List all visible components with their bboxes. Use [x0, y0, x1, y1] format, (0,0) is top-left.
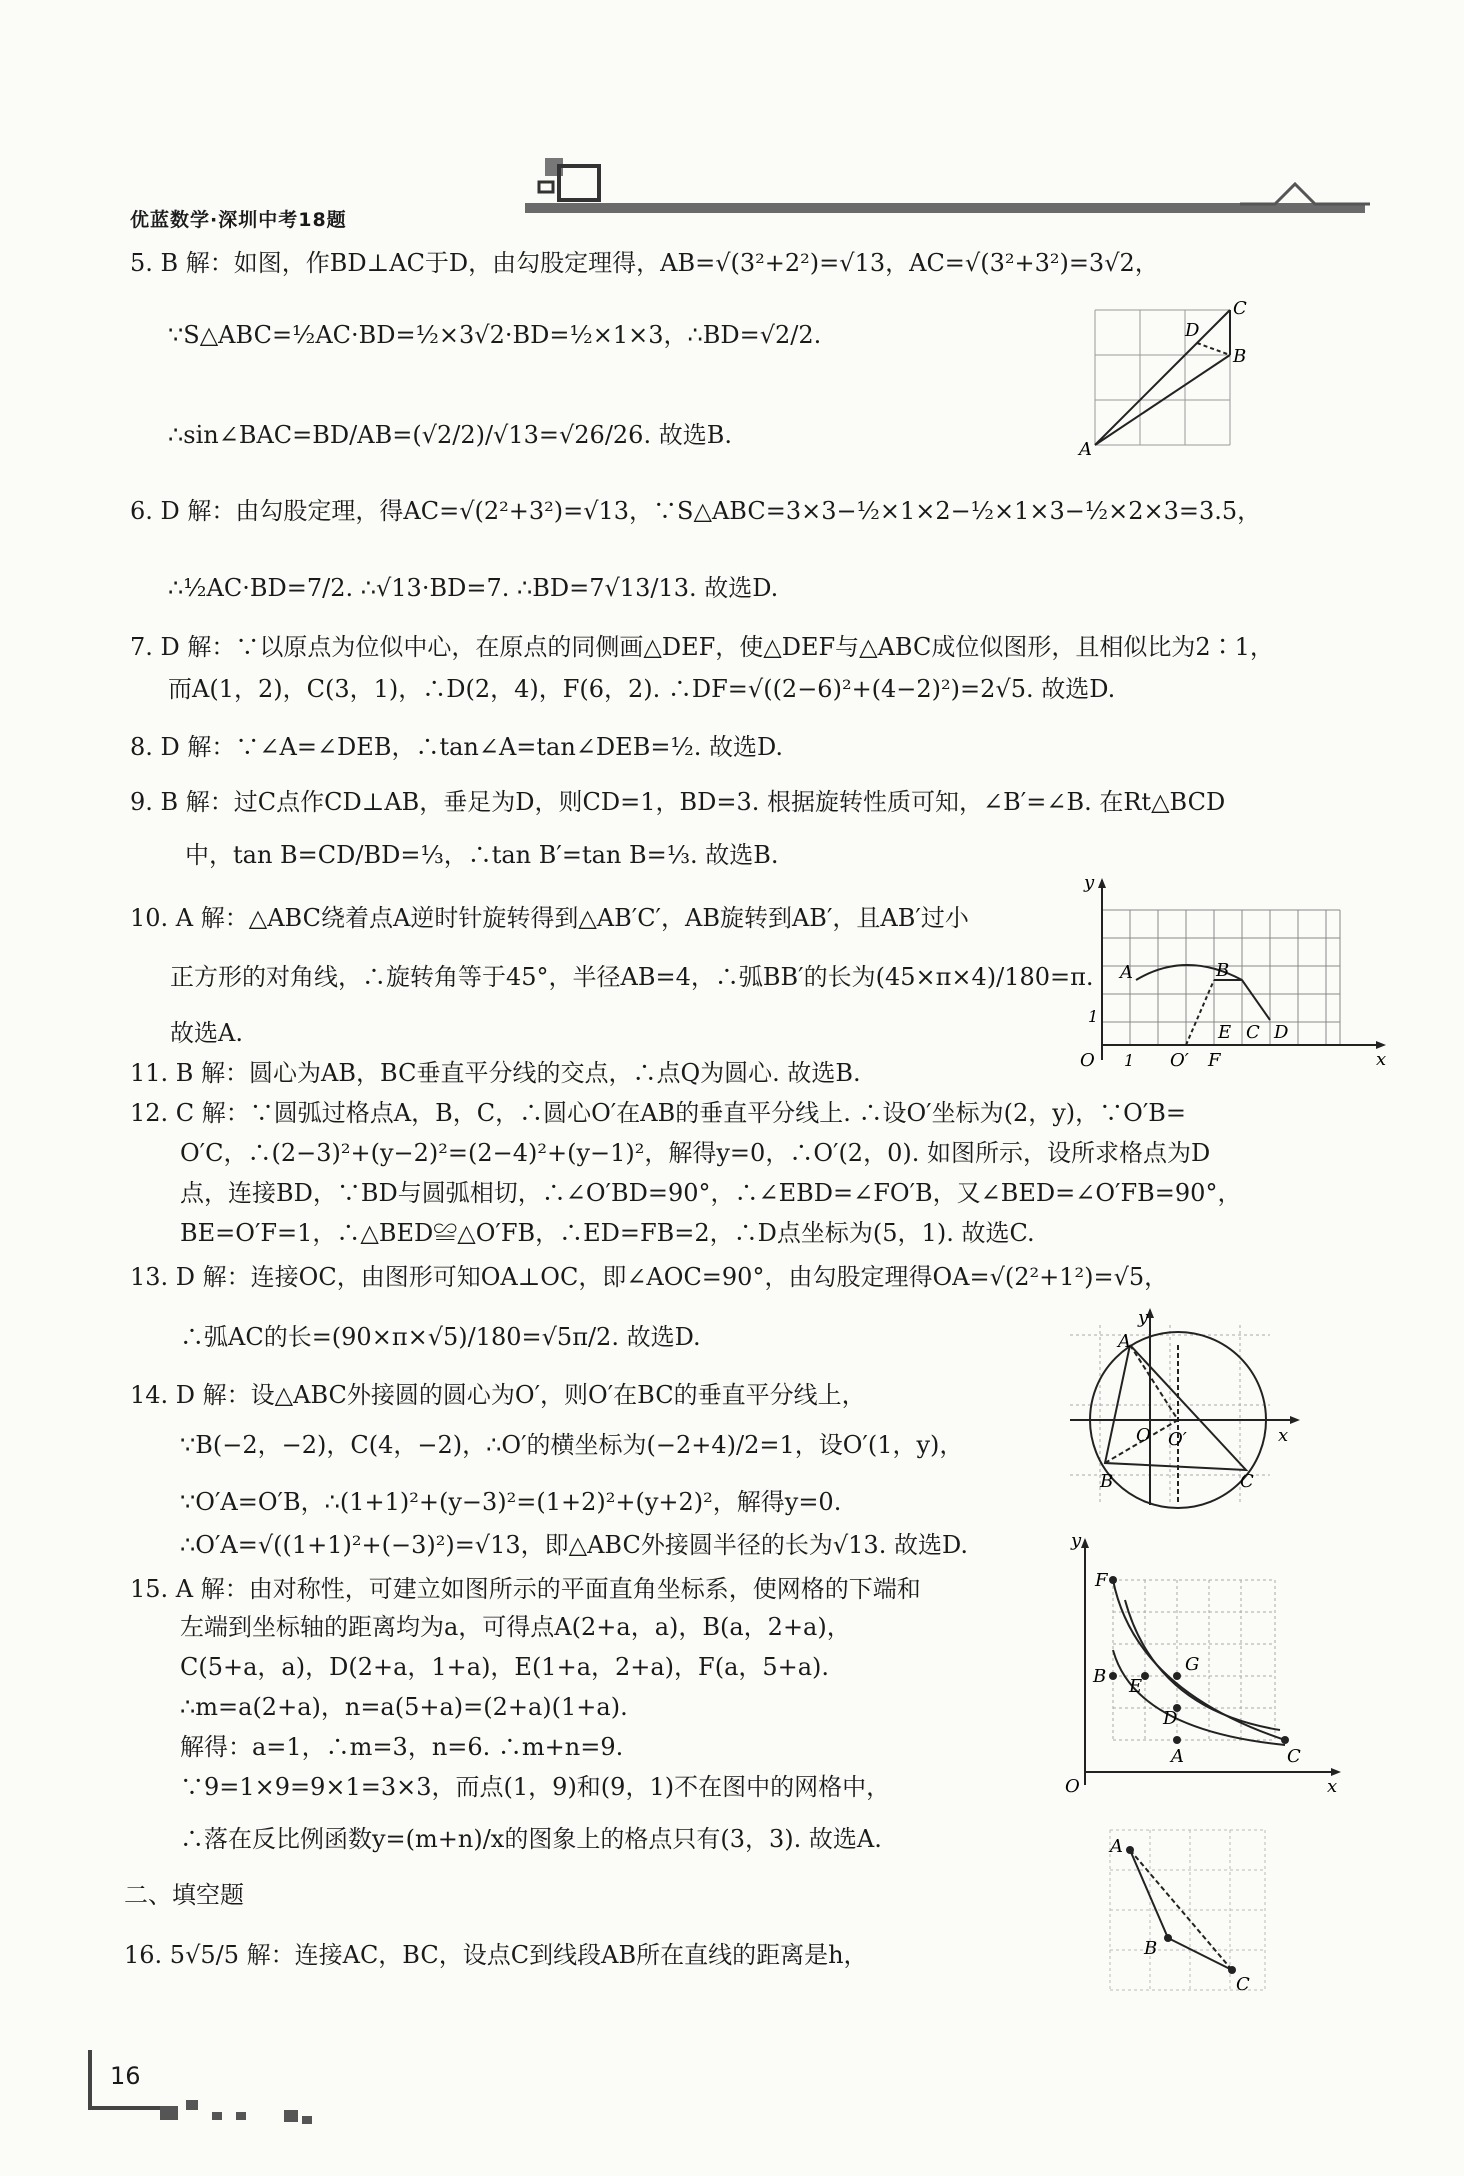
- label-A: A: [1110, 1836, 1123, 1857]
- text-line: ∵B(−2，−2)，C(4，−2)，∴O′的横坐标为(−2+4)/2=1，设O′(1，y)，: [180, 1431, 964, 1459]
- label-y: y: [1071, 1530, 1082, 1551]
- label-B: B: [1233, 346, 1247, 367]
- label-C: C: [1240, 1471, 1254, 1492]
- book-title: 优蓝数学·深圳中考18题: [130, 209, 347, 231]
- text-line: 正方形的对角线，∴旋转角等于45°，半径AB=4，∴弧BB′的长为(45×π×4)/180=π.: [170, 963, 1094, 991]
- label-B: B: [1093, 1666, 1107, 1687]
- text-line: 14. D 解：设△ABC外接圆的圆心为O′，则O′在BC的垂直平分线上，: [130, 1381, 866, 1409]
- label-x: x: [1327, 1776, 1338, 1797]
- label-y: y: [1138, 1307, 1149, 1328]
- page-number-box: [88, 2050, 160, 2110]
- text-line: ∴落在反比例函数y=(m+n)/x的图象上的格点只有(3，3). 故选A.: [180, 1825, 882, 1853]
- label-C: C: [1246, 1022, 1260, 1043]
- text-line: ∴O′A=√((1+1)²+(−3)²)=√13，即△ABC外接圆半径的长为√13. 故选D.: [180, 1531, 968, 1559]
- text-line: 中，tan B=CD/BD=⅓，∴tan B′=tan B=⅓. 故选B.: [185, 841, 779, 869]
- label-1: 1: [1124, 1051, 1135, 1070]
- text-line: 解得：a=1，∴m=3，n=6. ∴m+n=9.: [180, 1733, 624, 1761]
- label-D: D: [1274, 1022, 1289, 1043]
- text-line: O′C，∴(2−3)²+(y−2)²=(2−4)²+(y−1)²，解得y=0，∴O′(2，0). 如图所示，设所求格点为D: [180, 1139, 1211, 1167]
- label-O: O: [1065, 1776, 1080, 1797]
- text-line: 而A(1，2)，C(3，1)，∴D(2，4)，F(6，2). ∴DF=√((2−6)²+(4−2)²)=2√5. 故选D.: [168, 675, 1116, 703]
- footer-decoration: [236, 2112, 246, 2120]
- label-G: G: [1185, 1654, 1200, 1675]
- text-line: 5. B 解：如图，作BD⊥AC于D，由勾股定理得，AB=√(3²+2²)=√13，AC=√(3²+3²)=3√2，: [130, 249, 1159, 277]
- header-bar: [525, 203, 1365, 213]
- figure-q15: [1055, 1530, 1345, 1800]
- label-C: C: [1287, 1746, 1301, 1767]
- text-line: 8. D 解：∵∠A=∠DEB，∴tan∠A=tan∠DEB=½. 故选D.: [130, 733, 783, 761]
- footer-decoration: [212, 2112, 222, 2120]
- footer-decoration: [186, 2100, 198, 2110]
- text-line: ∴sin∠BAC=BD/AB=(√2/2)/√13=√26/26. 故选B.: [168, 421, 732, 449]
- label-A: A: [1079, 439, 1092, 460]
- footer-decoration: [160, 2106, 178, 2120]
- label-A: A: [1120, 962, 1133, 983]
- page-number: 16: [110, 2062, 141, 2090]
- label-B: B: [1216, 960, 1230, 981]
- label-A: A: [1118, 1331, 1131, 1352]
- label-y: y: [1084, 872, 1095, 893]
- text-line: 15. A 解：由对称性，可建立如图所示的平面直角坐标系，使网格的下端和: [130, 1575, 921, 1603]
- label-B: B: [1100, 1471, 1114, 1492]
- text-line: ∴m=a(2+a)，n=a(5+a)=(2+a)(1+a).: [180, 1693, 628, 1721]
- footer-decoration: [284, 2110, 298, 2122]
- label-B: B: [1144, 1938, 1158, 1959]
- label-O-prime: O′: [1168, 1429, 1187, 1450]
- figure-q10: [1060, 870, 1390, 1070]
- label-A: A: [1171, 1746, 1184, 1767]
- label-F: F: [1095, 1570, 1108, 1591]
- label-O: O: [1136, 1425, 1151, 1446]
- label-E: E: [1218, 1022, 1232, 1043]
- section-heading: 二、填空题: [124, 1881, 244, 1909]
- label-O: O: [1080, 1050, 1095, 1070]
- label-O-prime: O′: [1170, 1050, 1189, 1070]
- text-line: ∵S△ABC=½AC·BD=½×3√2·BD=½×1×3，∴BD=√2/2.: [168, 321, 822, 349]
- text-line: ∴弧AC的长=(90×π×√5)/180=√5π/2. 故选D.: [180, 1323, 701, 1351]
- label-x: x: [1278, 1425, 1289, 1446]
- label-F: F: [1208, 1050, 1221, 1070]
- text-line: C(5+a，a)，D(2+a，1+a)，E(1+a，2+a)，F(a，5+a).: [180, 1653, 830, 1681]
- text-line: 11. B 解：圆心为AB，BC垂直平分线的交点，∴点Q为圆心. 故选B.: [130, 1059, 861, 1087]
- text-line: ∵9=1×9=9×1=3×3，而点(1，9)和(9，1)不在图中的网格中，: [180, 1773, 891, 1801]
- text-line: 16. 5√5/5 解：连接AC，BC，设点C到线段AB所在直线的距离是h，: [124, 1941, 868, 1969]
- figure-q5: [1075, 300, 1255, 460]
- text-line: ∵O′A=O′B，∴(1+1)²+(y−3)²=(1+2)²+(y+2)²，解得y=0.: [180, 1488, 842, 1516]
- text-line: 7. D 解：∵以原点为位似中心，在原点的同侧画△DEF，使△DEF与△ABC成位似图形，且相似比为2∶1，: [130, 633, 1274, 661]
- label-1-y: 1: [1088, 1007, 1099, 1026]
- figure-q16: [1100, 1820, 1275, 2005]
- label-D: D: [1185, 320, 1200, 341]
- figure-q14: [1070, 1305, 1310, 1510]
- header-peak-decoration: [1240, 180, 1370, 210]
- label-D: D: [1163, 1708, 1178, 1729]
- text-line: ∴½AC·BD=7/2. ∴√13·BD=7. ∴BD=7√13/13. 故选D.: [168, 574, 779, 602]
- text-line: BE=O′F=1，∴△BED≌△O′FB，∴ED=FB=2，∴D点坐标为(5，1). 故选C.: [180, 1219, 1035, 1247]
- text-line: 9. B 解：过C点作CD⊥AB，垂足为D，则CD=1，BD=3. 根据旋转性质可知，∠B′=∠B. 在Rt△BCD: [130, 788, 1226, 816]
- text-line: 12. C 解：∵圆弧过格点A，B，C，∴圆心O′在AB的垂直平分线上. ∴设O′坐标为(2，y)，∵O′B=: [130, 1099, 1187, 1127]
- footer-decoration: [302, 2116, 312, 2124]
- text-line: 故选A.: [170, 1019, 243, 1047]
- label-C: C: [1236, 1974, 1250, 1995]
- label-C: C: [1233, 300, 1247, 319]
- text-line: 10. A 解：△ABC绕着点A逆时针旋转得到△AB′C′，AB旋转到AB′，且AB′过小: [130, 904, 969, 932]
- text-line: 点，连接BD，∵BD与圆弧相切，∴∠O′BD=90°，∴∠EBD=∠FO′B，又∠BED=∠O′FB=90°，: [180, 1179, 1242, 1207]
- text-line: 左端到坐标轴的距离均为a，可得点A(2+a，a)，B(a，2+a)，: [180, 1613, 851, 1641]
- text-line: 6. D 解：由勾股定理，得AC=√(2²+3²)=√13，∵S△ABC=3×3−½×1×2−½×1×3−½×2×3=3.5，: [130, 497, 1262, 525]
- text-line: 13. D 解：连接OC，由图形可知OA⊥OC，即∠AOC=90°，由勾股定理得OA=√(2²+1²)=√5，: [130, 1263, 1169, 1291]
- label-x: x: [1376, 1049, 1387, 1070]
- label-E: E: [1129, 1676, 1143, 1697]
